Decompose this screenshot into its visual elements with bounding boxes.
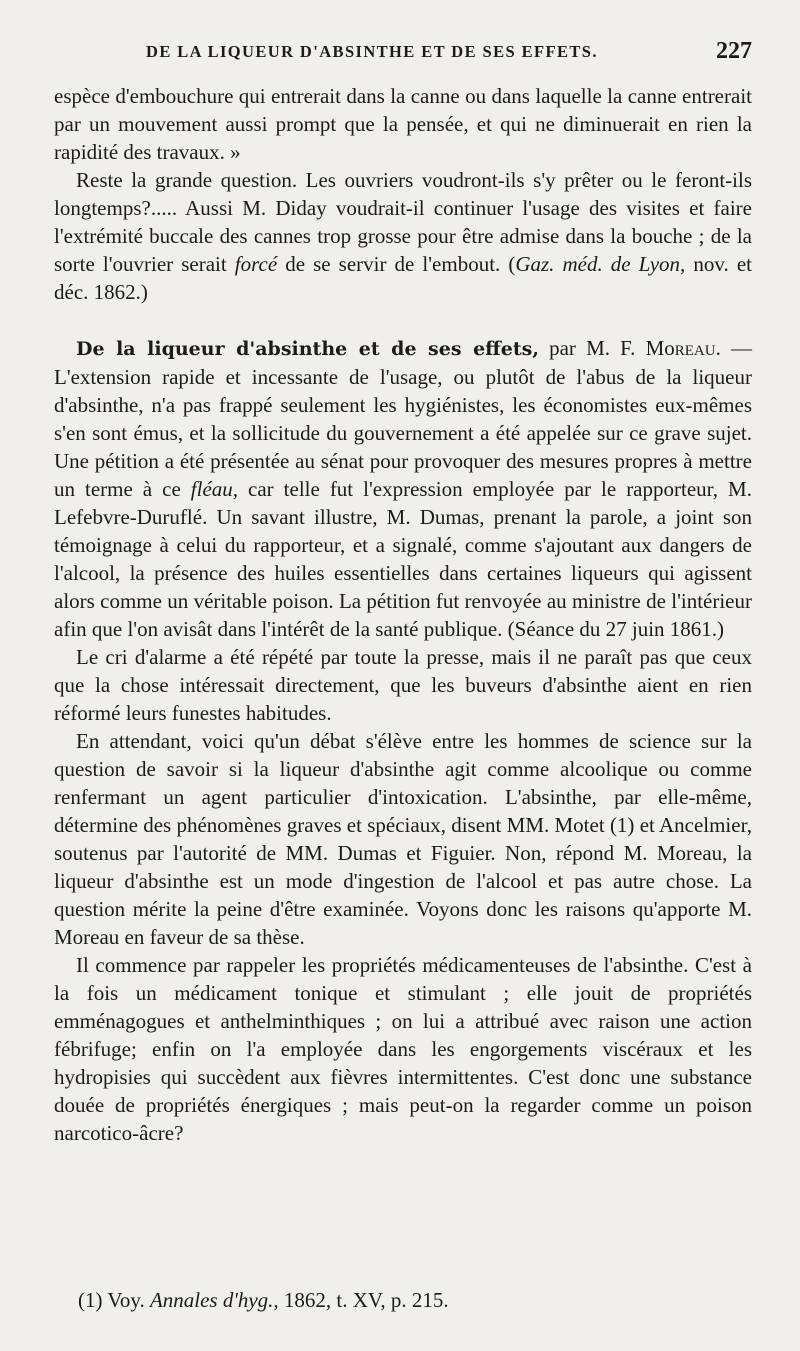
paragraph-properties — [54, 951, 752, 1147]
paragraph-text: . — L'extension rapide et incessante de l'usage, ou plutôt de l'abus de la liqueur d'absinthe, n'a pas frappé seulement les hygiénistes, les économistes eux-mêmes s'en sont émus, et la sollicitude du gouvernement a été appelée sur ce grave sujet. Une pétition a été présentée au sénat pour provoquer des mesures propres à mettre un terme à ce — [54, 336, 753, 501]
paragraph-text: espèce d'embouchure qui entrerait dans la canne ou dans laquelle la canne entrerait par un mouvement aussi prompt que la pensée, et qui ne diminuerait en rien la rapidité des travaux. » — [54, 84, 752, 164]
author-text: par M. F. Mo — [538, 336, 675, 360]
footnote-marker: (1) Voy. — [78, 1288, 150, 1312]
paragraph-text: En attendant, voici qu'un débat s'élève entre les hommes de science sur la question de savoir si la liqueur d'absinthe agit comme alcoolique ou comme renfermant un agent particulier d'intoxication. L'absinthe, par elle-même, détermine des phénomènes graves et spéciaux, disent MM. Motet (1) et Ancelmier, soutenus par l'autorité de MM. Dumas et Figuier. Non, répond M. Moreau, la liqueur d'absinthe est un mode d'ingestion de l'alcool et pas autre chose. La question mérite la peine d'être examinée. Voyons donc les raisons qu'apporte M. Moreau en faveur de sa thèse. — [54, 729, 752, 949]
paragraph-alarm — [54, 643, 752, 727]
emphasis-text: fléau, — [190, 477, 239, 501]
emphasis-text: forcé — [234, 252, 278, 276]
section-title: De la liqueur d'absinthe et de ses effets, — [76, 338, 539, 360]
paragraph-text: Il commence par rappeler les propriétés médicamenteuses de l'absinthe. C'est à la fois un médicament tonique et stimulant ; elle jouit de propriétés emménagogues et anthelminthiques ; on lui a attribué avec raison une action fébrifuge; enfin on l'a employée dans les engorgements viscéraux et les hydropisies qui succèdent aux fièvres intermittentes. C'est donc une substance douée de propriétés énergiques ; mais peut-on la regarder comme un poison narcotico-âcre? — [54, 953, 752, 1145]
paragraph-text: nov. et déc. 1862.) — [54, 252, 752, 304]
paragraph-text: Reste la grande question. Les ouvriers voudront-ils s'y prêter ou le feront-ils longtemps?..... Aussi M. Diday voudrait-il continuer l'usage des visites et faire l'extrémité buccale des cannes trop grosse pour être admise dans la bouche ; de la sorte l'ouvrier serait — [54, 168, 752, 276]
paragraph-text: Le cri d'alarme a été répété par toute la presse, mais il ne paraît pas que ceux que la chose intéressait directement, que les buveurs d'absinthe aient en rien réformé leurs funestes habitudes. — [54, 645, 752, 725]
running-head — [0, 38, 800, 68]
paragraph-text: car telle fut l'expression employée par le rapporteur, M. Lefebvre-Duruflé. Un savant illustre, M. Dumas, prenant la parole, a joint son témoignage à celui du rapporteur, et a signalé, comme s'ajoutant aux dangers de l'alcool, la présence des huiles essentielles dans certaines liqueurs qui agissent alors comme un véritable poison. La pétition fut renvoyée au ministre de l'intérieur afin que l'on avisât dans l'intérêt de la santé publique. (Séance du 27 juin 1861.) — [54, 477, 752, 641]
footnote-text: , 1862, t. XV, p. 215. — [273, 1288, 449, 1312]
paragraph-text: de se servir de l'embout. ( — [277, 252, 516, 276]
section-absinthe — [54, 334, 752, 643]
footnote-source: Annales d'hyg. — [149, 1288, 274, 1312]
paragraph-debate — [54, 727, 752, 951]
footnote — [78, 1286, 449, 1314]
paragraph-continuation — [54, 82, 752, 166]
citation-source: Gaz. méd. de Lyon, — [515, 252, 686, 276]
page-number: 227 — [716, 38, 752, 64]
paragraph-diday — [54, 166, 752, 306]
running-title: DE LA LIQUEUR D'ABSINTHE ET DE SES EFFETS. — [146, 42, 598, 61]
body-text — [54, 82, 752, 1147]
author-text-smallcaps: reau — [674, 336, 716, 360]
